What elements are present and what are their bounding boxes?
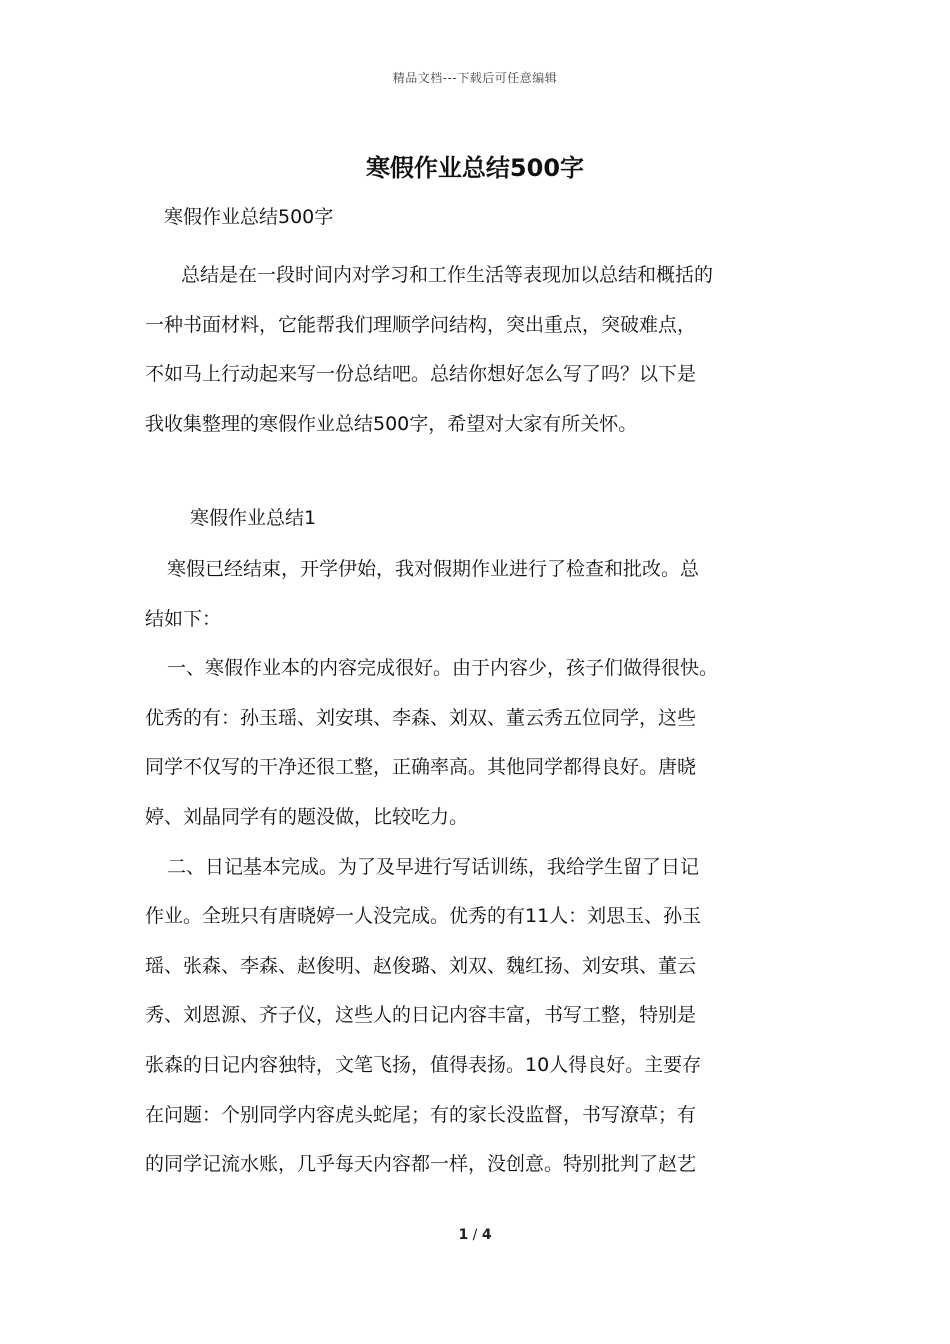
body-line: 结如下：: [145, 607, 222, 630]
body-line: 一、寒假作业本的内容完成很好。由于内容少，孩子们做得很快。: [167, 657, 719, 680]
body-line: 瑶、张森、李森、赵俊明、赵俊璐、刘双、魏红扬、刘安琪、董云: [145, 954, 697, 977]
page-total: 4: [481, 1227, 492, 1243]
body-line: 秀、刘恩源、齐子仪，这些人的日记内容丰富，书写工整，特别是: [145, 1004, 697, 1027]
page-current: 1: [458, 1227, 469, 1243]
body-line: 二、日记基本完成。为了及早进行写话训练，我给学生留了日记: [167, 855, 700, 878]
page-number: [0, 1227, 950, 1243]
body-line: 婷、刘晶同学有的题没做，比较吃力。: [145, 805, 469, 828]
body-line: 的同学记流水账，几乎每天内容都一样，没创意。特别批判了赵艺: [145, 1153, 697, 1176]
body-line: 作业。全班只有唐晓婷一人没完成。优秀的有11人：刘思玉、孙玉: [145, 905, 702, 928]
section-heading: 寒假作业总结1: [190, 507, 317, 529]
body-line: 张森的日记内容独特，文笔飞扬，值得表扬。10人得良好。主要存: [145, 1053, 702, 1076]
intro-paragraph: [145, 251, 815, 449]
body-line: 优秀的有：孙玉瑶、刘安琪、李森、刘双、董云秀五位同学，这些: [145, 706, 697, 729]
document-title: 寒假作业总结500字: [365, 154, 585, 182]
intro-line: 一种书面材料，它能帮我们理顺学问结构，突出重点，突破难点，: [145, 313, 697, 336]
intro-line: 我收集整理的寒假作业总结500字，希望对大家有所关怀。: [145, 412, 638, 435]
intro-line: 总结是在一段时间内对学习和工作生活等表现加以总结和概括的: [181, 264, 714, 286]
body-line: 寒假已经结束，开学伊始，我对假期作业进行了检查和批改。总: [167, 558, 700, 580]
page-separator: /: [472, 1227, 478, 1243]
body-line: 在问题：个别同学内容虎头蛇尾；有的家长没监督，书写潦草；有: [145, 1103, 697, 1126]
running-header: 精品文档---下载后可任意编辑: [392, 71, 558, 85]
intro-line: 不如马上行动起来写一份总结吧。总结你想好怎么写了吗？以下是: [145, 363, 697, 386]
document-subtitle: 寒假作业总结500字: [164, 206, 334, 228]
main-paragraphs: [145, 545, 815, 1190]
body-line: 同学不仅写的干净还很工整，正确率高。其他同学都得良好。唐晓: [145, 756, 697, 779]
